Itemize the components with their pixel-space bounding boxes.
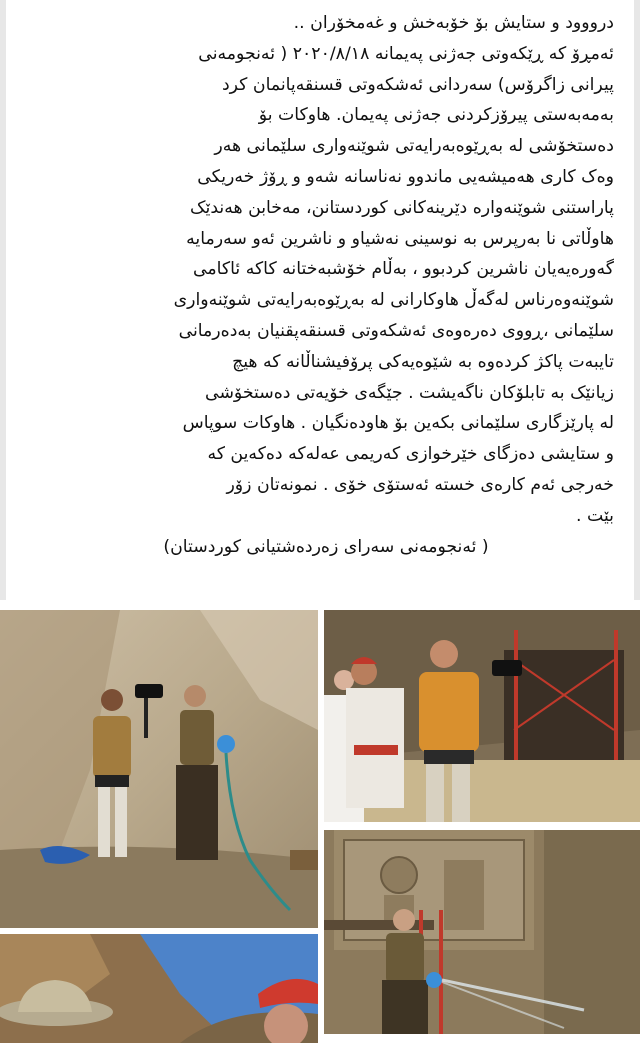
post-text	[18, 8, 614, 562]
text-line: لە پارێزگاری سلێمانی بکەین بۆ هاودەنگیان . هاوکات سوپاس	[182, 413, 614, 434]
photo-cameraman-and-elders-icon	[324, 610, 640, 822]
photo-cameraman-and-cleaner-icon	[0, 610, 318, 928]
right-border	[634, 0, 640, 600]
text-line: شوێنەوەرناس لەگەڵ هاوکارانی لە بەڕێوەبەرایەتی شوێنەواری	[173, 290, 614, 311]
photo-mountain-group[interactable]	[0, 934, 318, 1043]
text-line: سلێمانی ،ڕووی دەرەوەی ئەشکەوتی قسنقەپقنیان بەدەرمانی	[178, 320, 614, 341]
photo-cliff-cleaning[interactable]	[0, 610, 318, 928]
photo-filming-crew[interactable]	[324, 610, 640, 822]
photo-relief-pressure-wash-icon	[324, 830, 640, 1034]
text-line: درووود و ستایش بۆ خۆبەخش و غەمخۆران ..	[293, 13, 614, 33]
text-line: تایبەت پاکژ کردەوە بە شێوەیەکی پرۆفیشناڵانە کە هیچ	[232, 351, 614, 372]
text-line: زیانێک بە تابلۆکان ناگەیشت . جێگەی خۆیەتی دەستخۆشی	[205, 382, 614, 403]
text-line: وەک کاری هەمیشەیی ماندوو نەناسانە شەو و ڕۆژ خەریکی	[197, 166, 614, 187]
text-line: بەمەبەستی پیرۆزکردنی جەژنی پەیمان. هاوکات بۆ	[258, 105, 614, 126]
photo-hats-and-mountain-icon	[0, 934, 318, 1043]
text-line: ئەمڕۆ کە ڕێکەوتی جەژنی پەیمانە ۲۰۲۰/۸/۱۸ ( ئەنجومەنی	[198, 43, 614, 64]
text-line: خەرجی ئەم کارەی خستە ئەستۆی خۆی . نمونەتان زۆر	[226, 474, 614, 495]
text-line: بێت .	[576, 505, 614, 526]
text-line: هاوڵاتی نا بەرپرس بە نوسینی نەشیاو و ناشرین ئەو سەرمایە	[186, 228, 614, 249]
left-border	[0, 0, 6, 600]
text-line: پیرانی زاگرۆس) سەردانی ئەشکەوتی قسنقەپانمان کرد	[221, 74, 614, 95]
text-line: گەورەیەیان ناشرین کردبوو ، بەڵام خۆشبەختانە کاکە ئاکامی	[192, 259, 614, 280]
signature: ( ئەنجومەنی سەرای زەردەشتیانی کوردستان)	[163, 536, 489, 557]
text-line: دەستخۆشی لە بەڕێوەبەرایەتی شوێنەواری سلێمانی هەر	[214, 136, 614, 157]
text-line: و ستایشی دەزگای خێرخوازی کەریمی عەلەکە دەکەین کە	[207, 444, 614, 465]
text-line: پاراستنی شوێنەوارە دێرینەکانی کوردستانن، مەخابن هەندێک	[190, 197, 614, 218]
photo-relief-wash[interactable]	[324, 830, 640, 1034]
